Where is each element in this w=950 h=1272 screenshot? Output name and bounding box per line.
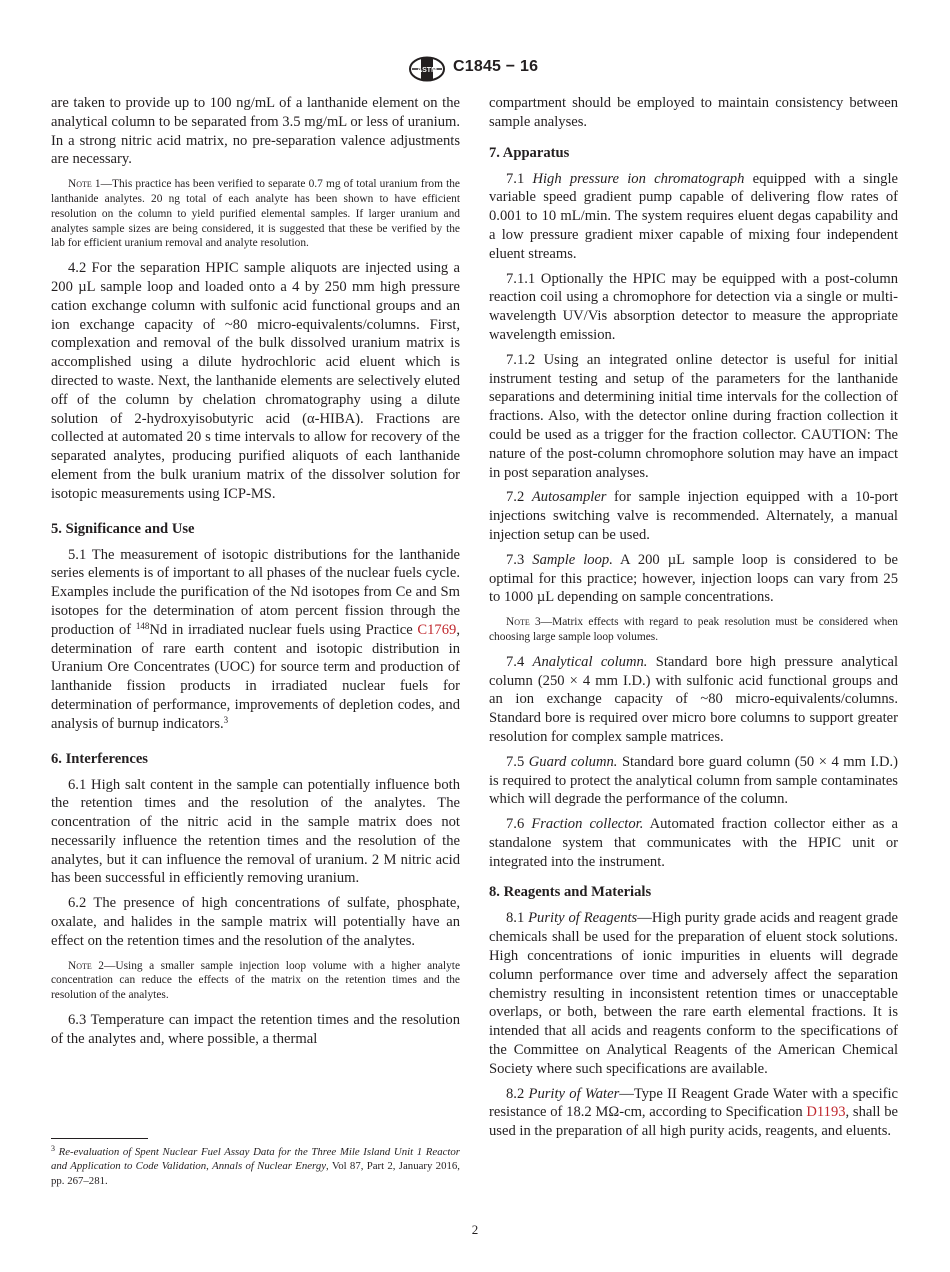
paragraph-7-1-2: 7.1.2 Using an integrated online detector is useful for initial instrument testing and setup of the parameters for the lanthanide separations and determining initial time intervals for the collection of fractions. Also, with the detector online during fraction collection it could be used as a trigger for the fraction collector. CAUTION: The nature of the post-column chromophore solution may have an impact in post separation analyses. <box>489 351 898 481</box>
page-header <box>0 58 950 82</box>
section-6-heading: 6. Interferences <box>51 750 148 767</box>
note-1 <box>51 177 460 251</box>
note-2-text: —Using a smaller sample injection loop volume with a higher analyte concentration can reduce the effects of the matrix on the retention times and the resolution of the analytes. <box>51 959 460 1002</box>
footnote-number: 3 <box>51 1144 55 1153</box>
paragraph-4-2: 4.2 For the separation HPIC sample aliquots are injected using a 200 µL sample loop and loaded onto a 4 by 250 mm high pressure cation exchange column with sulfonic acid functional groups and an ion exchange capacity of ~80 micro-equivalents/columns. First, complexation and removal of the bulk dissolved uranium matrix is accomplished using a dilute hydrochloric acid eluent which is directed to waste. Next, the lanthanide elements are selectively eluted off of the column by chelation chromatography using a dilute solution of 2-hydroxyisobutyric acid (α-HIBA). Fractions are collected at automated 20 s time intervals to allow for recovery of the separated analytes, producing purified aliquots of each lanthanide element from the bulk uranium matrix of the dissolver solution for isotopic measurements using ICP-MS. <box>51 260 460 502</box>
paragraph-6-1: 6.1 High salt content in the sample can potentially influence both the retention times and the resolution of the analytes. The concentration of the nitric acid in the sample matrix does not necessarily influence the retention times and the resolution of the analytes, but it can influence the removal of uranium. 2 M nitric acid has been successful in efficiently removing uranium. <box>51 776 460 887</box>
note-1-text: —This practice has been verified to separate 0.7 mg of total uranium from the lanthanide analytes. 20 ng total of each analyte has been shown to have efficient resolution on the column to yield purified elemental samples. If larger uranium and analytes sample sizes are being considered, it is suggested that these be verified by the lab for efficient uranium removal and analyte resolution. <box>51 178 460 250</box>
paragraph-7-3: 7.3 Sample loop. A 200 µL sample loop is considered to be optimal for this practice; however, injection loops can vary from 25 to 1000 µL depending on sample concentrations. <box>489 551 898 606</box>
paragraph-7-6: 7.6 Fraction collector. Automated fraction collector either as a standalone system that communicates with the HPIC unit or integrated into the instrument. <box>489 816 899 870</box>
page-number: 2 <box>471 1222 479 1237</box>
left-column <box>51 94 460 1055</box>
right-column <box>489 94 898 1147</box>
footnote-journal: Annals of Nuclear Energy <box>212 1160 327 1173</box>
footnote-divider <box>51 1138 148 1139</box>
link-c1769[interactable]: C1769 <box>417 621 457 638</box>
paragraph-8-2: 8.2 Purity of Water—Type II Reagent Grade Water with a specific resistance of 18.2 MΩ-cm, according to Specification D1193, shall be used in the preparation of all high purity acids, reagents, and eluents. <box>489 1085 899 1140</box>
paragraph-7-4: 7.4 Analytical column. Standard bore high pressure analytical column (250 × 4 mm I.D.) with sulfonic acid functional groups and an ion exchange capacity of ~80 micro-equivalents/columns. Standard bore is required over micro bore columns to support greater resolution for complex sample matrices. <box>489 653 899 745</box>
section-7-heading: 7. Apparatus <box>489 144 570 161</box>
paragraph-4-1-continued: are taken to provide up to 100 ng/mL of a lanthanide element on the analytical column to be separated from 3.5 mg/mL or less of uranium. In a strong nitric acid matrix, no pre-separation valence adjustments are necessary. <box>51 95 460 168</box>
note-3 <box>489 615 898 645</box>
section-5-heading: 5. Significance and Use <box>51 520 195 537</box>
paragraph-5-1: 5.1 The measurement of isotopic distributions for the lanthanide series elements is of important to all phases of the nuclear fuels cycle. Examples include the purification of the Nd isotopes from Ce and Sm isotopes for the determination of atom percent fission through the production of $^{148}$Nd in irradiated nuclear fuels using Practice C1769, determination of rare earth content and isotopic distribution in Uranium Ore Concentrates (UOC) for source term and production of lanthanide fission products in irradiated nuclear fuels for determination of performance, improvements of depletion codes, and analysis of burnup indicators.$^3$ <box>51 546 460 732</box>
footnote-3: $^3$ Re-evaluation of Spent Nuclear Fuel Assay Data for the Three Mile Island Unit 1 Reactor and Application to Code Validation, Annals of Nuclear Energy, Vol 87, Part 2, January 2016, pp. 267–281. <box>51 1144 460 1187</box>
link-d1193[interactable]: D1193 <box>806 1104 846 1121</box>
paragraph-6-2: 6.2 The presence of high concentrations of sulfate, phosphate, oxalate, and halides in the sample matrix will potentially have an effect on the retention times and the resolution of the analytes. <box>51 895 460 949</box>
footnote-ref-3[interactable]: 3 <box>223 714 229 725</box>
paragraph-7-2: 7.2 Autosampler for sample injection equipped with a 10-port injections switching valve is recommended. Alternately, a manual injection setup can be used. <box>489 489 899 543</box>
paragraph-6-3: 6.3 Temperature can impact the retention times and the resolution of the analytes and, where possible, a thermal <box>51 1012 460 1047</box>
note-3-text: —Matrix effects with regard to peak resolution must be considered when choosing large sample loop volumes. <box>489 616 898 643</box>
isotope-superscript: 148 <box>135 620 150 631</box>
paragraph-7-1-1: 7.1.1 Optionally the HPIC may be equipped with a post-column reaction coil using a chromophore for detection via a single or multi-wavelength UV/Vis absorption detector to measure the appropriate wavelength emission. <box>489 270 898 343</box>
note-2-label: Note 2 <box>68 959 104 972</box>
paragraph-6-3-continued: compartment should be employed to maintain consistency between sample analyses. <box>489 95 898 130</box>
paragraph-7-1: 7.1 High pressure ion chromatograph equipped with a single variable speed gradient pump capable of delivering flow rates of 0.001 to 10 mL/min. The system requires eluent degas capability and a low pressure gradient mixer capable of mixing four independent eluent streams. <box>489 170 898 262</box>
astm-logo-icon <box>408 56 446 82</box>
paragraph-7-5: 7.5 Guard column. Standard bore guard column (50 × 4 mm I.D.) is required to protect the analytical column from sample contaminates which will degrade the performance of the column. <box>489 753 899 808</box>
note-3-label: Note 3 <box>506 616 541 629</box>
section-8-heading: 8. Reagents and Materials <box>489 884 652 901</box>
logo-text: ASTM <box>417 67 437 74</box>
note-2 <box>51 959 460 1003</box>
footnote-title: Re-evaluation of Spent Nuclear Fuel Assay Data for the Three Mile Island Unit 1 Reactor and Application to Code Validation <box>51 1146 460 1173</box>
document-id: C1845 − 16 <box>453 58 539 75</box>
note-1-label: Note 1 <box>68 178 101 191</box>
paragraph-8-1: 8.1 Purity of Reagents—High purity grade acids and reagent grade chemicals shall be used for the preparation of eluent stock solutions. High concentrations of ionic impurities in eluents will degrade column performance over time and adversely affect the separation chemistry resulting in inconsistent retention times or unacceptable overlaps, or both, between the rare earth elemental fractions. It is intended that all acids and reagents conform to the specifications of the Committee on Analytical Reagents of the American Chemical Society where such specifications are available. <box>489 910 898 1077</box>
